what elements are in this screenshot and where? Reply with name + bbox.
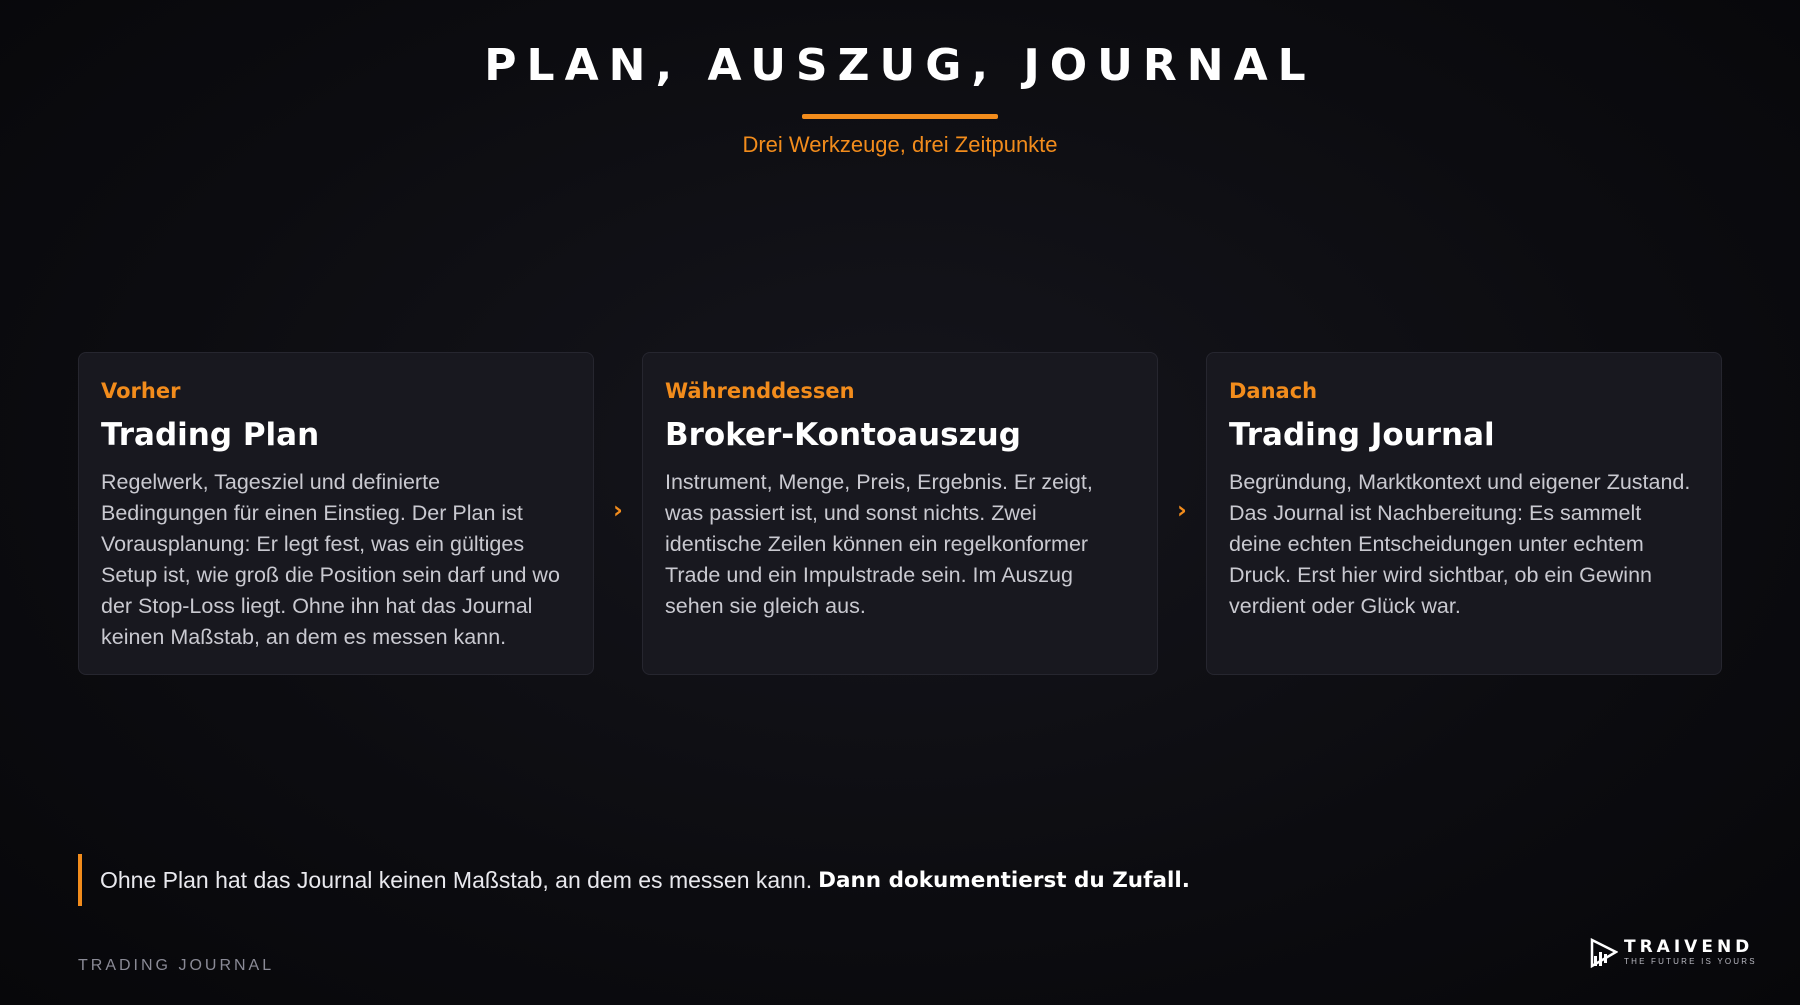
- card-trading-journal: [1206, 352, 1722, 675]
- title-underline: [802, 114, 998, 119]
- card-title: Trading Journal: [1229, 417, 1495, 453]
- logo-name: TRAIVEND: [1624, 937, 1754, 957]
- card-description: Instrument, Menge, Preis, Ergebnis. Er zeigt, was passiert ist, und sonst nichts. Zwei identische Zeilen können ein regelkonformer Trade und ein Impulstrade sein. Im Auszug sehen sie gleich aus.: [665, 470, 1093, 618]
- chevron-right-icon: ›: [613, 496, 623, 524]
- card-phase-label: Währenddessen: [665, 379, 855, 403]
- card-description: Begründung, Marktkontext und eigener Zustand. Das Journal ist Nachbereitung: Es sammelt deine echten Entscheidungen unter echtem Druck. Erst hier wird sichtbar, ob ein Gewinn verdient oder Glück war.: [1229, 470, 1691, 618]
- quote-text: Ohne Plan hat das Journal keinen Maßstab, an dem es messen kann.: [100, 866, 813, 893]
- card-title: Trading Plan: [101, 417, 320, 453]
- logo-tagline: THE FUTURE IS YOURS: [1624, 957, 1757, 966]
- card-trading-plan: [78, 352, 594, 675]
- card-title: Broker-Kontoauszug: [665, 417, 1021, 453]
- page-title: PLAN, AUSZUG, JOURNAL: [484, 40, 1316, 91]
- traivend-logo-icon: [1590, 938, 1618, 968]
- card-description: Regelwerk, Tagesziel und definierte Bedingungen für einen Einstieg. Der Plan ist Vorausplanung: Er legt fest, was ein gültiges Setup ist, wie groß die Position sein darf und wo der Stop-Loss liegt. Ohne ihn hat das Journal keinen Maßstab, an dem es messen kann.: [101, 470, 560, 649]
- card-broker-kontoauszug: [642, 352, 1158, 675]
- chevron-right-icon: ›: [1177, 496, 1187, 524]
- quote-emphasis: Dann dokumentierst du Zufall.: [818, 867, 1190, 893]
- footer-label: TRADING JOURNAL: [78, 957, 275, 974]
- page-subtitle: Drei Werkzeuge, drei Zeitpunkte: [742, 132, 1058, 157]
- card-phase-label: Vorher: [101, 379, 181, 403]
- card-phase-label: Danach: [1229, 379, 1318, 403]
- key-takeaway-quote: [78, 854, 1190, 906]
- traivend-logo: [1590, 938, 1757, 968]
